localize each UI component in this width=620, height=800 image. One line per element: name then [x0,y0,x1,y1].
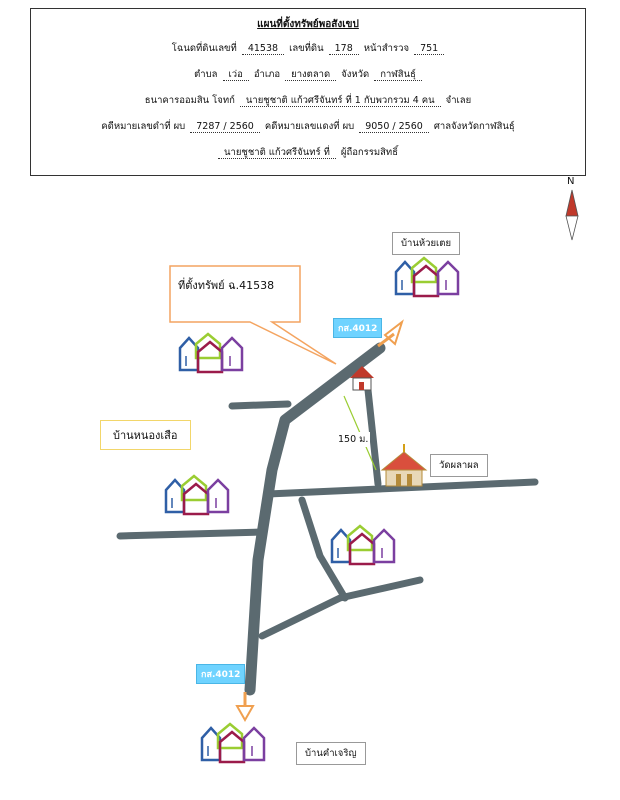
road-tag-top: กส.4012 [333,318,382,338]
road-network [120,348,535,690]
land-number: 178 [329,43,359,55]
deed-label: โฉนดที่ดินเลขที่ [171,43,237,54]
label-temple: วัดผลาผล [430,454,488,477]
subdistrict-label: ตำบล [194,69,218,80]
road-tag-bottom: กส.4012 [196,664,245,684]
plaintiff-label: ธนาคารออมสิน โจทก์ [144,95,235,106]
defendant-label: จำเลย [445,95,472,106]
deed-number: 41538 [242,43,284,55]
defendant-value: นายชูชาติ แก้วศรีจันทร์ ที่ 1 กับพวกรวม 4 คน [240,95,441,107]
district-value: ยางตลาด [285,69,336,81]
province-label: จังหวัด [341,69,370,80]
red-case-label: คดีหมายเลขแดงที่ ผบ [264,121,355,132]
road-branch-west [232,404,288,406]
house-cluster-icon-nong-suea [166,476,228,514]
house-cluster-icon-north-west [180,334,242,372]
house-cluster-icon-huai-toei [396,258,458,296]
distance-label: 150 ม. [338,434,369,445]
red-case-value: 9050 / 2560 [359,121,429,133]
court-value: ศาลจังหวัดกาฬสินธุ์ [433,121,515,132]
district-label: อำเภอ [253,69,281,80]
label-nong-suea: บ้านหนองเสือ [100,420,191,450]
subdistrict-value: เว่อ [223,69,249,81]
main-road [250,348,380,690]
owner-value: นายชูชาติ แก้วศรีจันทร์ ที่ [218,147,336,159]
label-kham-charoen: บ้านคำเจริญ [296,742,366,765]
black-case-value: 7287 / 2560 [190,121,260,133]
north-arrow-icon [566,190,578,240]
arrow-icon-south [237,692,253,720]
label-huai-toei: บ้านห้วยเตย [392,232,460,255]
house-cluster-icon-south-east [332,526,394,564]
temple-icon [382,444,426,486]
survey-number: 751 [414,43,444,55]
owner-label: ผู้ถือกรรมสิทธิ์ [340,147,398,158]
province-value: กาฬสินธุ์ [374,69,422,81]
road-west-spur [120,532,262,536]
house-cluster-icon-kham-charoen [202,724,264,762]
map-title: แผนที่ตั้งทรัพย์พอสังเขป [257,19,359,30]
land-label: เลขที่ดิน [289,43,324,54]
black-case-label: คดีหมายเลขดำที่ ผบ [101,121,186,132]
property-label: ที่ตั้งทรัพย์ ฉ.41538 [178,279,275,292]
north-label: N [567,176,575,187]
survey-label: หน้าสำรวจ [363,43,410,54]
